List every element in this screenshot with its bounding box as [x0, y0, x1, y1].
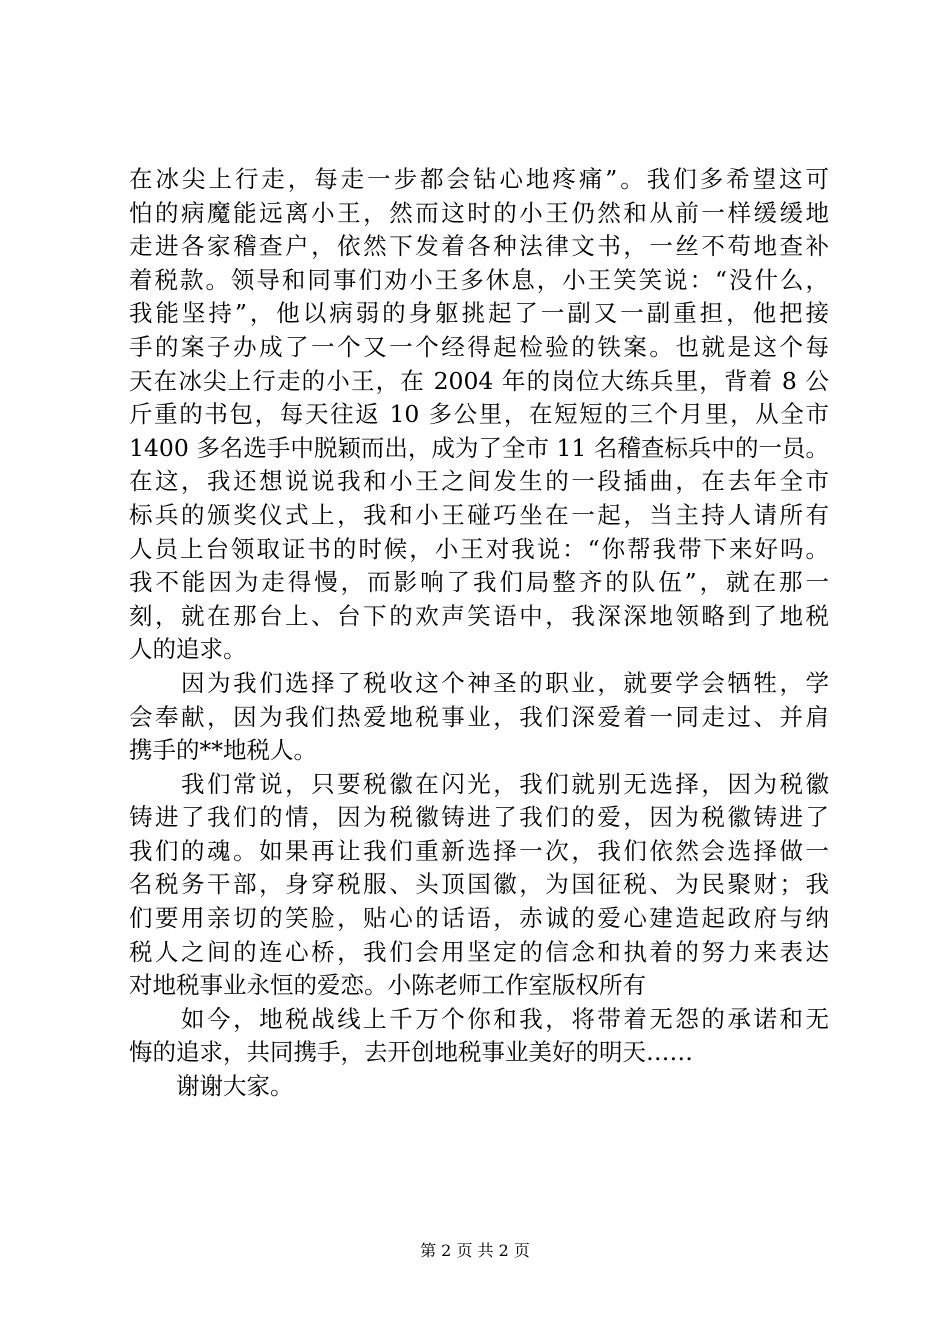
text-line: 们要用亲切的笑脸，贴心的话语，赤诚的爱心建造起政府与纳 — [129, 904, 829, 933]
text-line: 斤重的书包，每天往返 10 多公里，在短短的三个月里，从全市 — [129, 400, 829, 429]
text-line: 人的追求。 — [129, 635, 247, 664]
text-line: 在冰尖上行走，每走一步都会钻心地疼痛”。我们多希望这可 — [129, 165, 829, 193]
text-line: 手的案子办成了一个又一个经得起检验的铁案。也就是这个每 — [129, 332, 829, 361]
text-line: 着税款。领导和同事们劝小王多休息，小王笑笑说：“没什么， — [129, 265, 829, 294]
text-line: 税人之间的连心桥，我们会用坚定的信念和执着的努力来表达 — [129, 937, 829, 966]
text-line: 在这，我还想说说我和小王之间发生的一段插曲，在去年全市 — [129, 467, 829, 496]
text-line: 刻，就在那台上、台下的欢声笑语中，我深深地领略到了地税 — [129, 601, 829, 630]
text-line: 悔的追求，共同携手，去开创地税事业美好的明天…… — [129, 1038, 693, 1067]
text-line: 对地税事业永恒的爱恋。小陈老师工作室版权所有 — [129, 971, 646, 1000]
text-line: 携手的**地税人。 — [129, 736, 317, 765]
page-footer: 第 2 页 共 2 页 — [420, 1241, 530, 1260]
text-line: 如今，地税战线上千万个你和我，将带着无怨的承诺和无 — [129, 1004, 829, 1033]
text-line: 因为我们选择了税收这个神圣的职业，就要学会牺牲，学 — [129, 668, 829, 697]
text-line: 我们常说，只要税徽在闪光，我们就别无选择，因为税徽 — [129, 769, 829, 798]
text-line: 怕的病魔能远离小王，然而这时的小王仍然和从前一样缓缓地 — [129, 198, 829, 227]
text-line: 我们的魂。如果再让我们重新选择一次，我们依然会选择做一 — [129, 836, 829, 865]
text-line: 天在冰尖上行走的小王，在 2004 年的岗位大练兵里，背着 8 公 — [129, 366, 829, 395]
text-line: 1400 多名选手中脱颖而出，成为了全市 11 名稽查标兵中的一员。 — [129, 433, 829, 462]
text-line: 名税务干部，身穿税服、头顶国徽，为国征税、为民聚财；我 — [129, 870, 829, 899]
text-line: 谢谢大家。 — [129, 1072, 294, 1101]
text-line: 我不能因为走得慢，而影响了我们局整齐的队伍”，就在那一 — [129, 568, 829, 597]
text-line: 铸进了我们的情，因为税徽铸进了我们的爱，因为税徽铸进了 — [129, 803, 829, 832]
text-line: 标兵的颁奖仪式上，我和小王碰巧坐在一起，当主持人请所有 — [129, 500, 829, 529]
text-line: 走进各家稽查户，依然下发着各种法律文书，一丝不苟地查补 — [129, 232, 829, 261]
text-line: 会奉献，因为我们热爱地税事业，我们深爱着一同走过、并肩 — [129, 702, 829, 731]
body-text — [129, 163, 829, 1104]
text-line: 人员上台领取证书的时候，小王对我说：“你帮我带下来好吗。 — [129, 534, 829, 563]
text-line: 我能坚持”，他以病弱的身躯挑起了一副又一副重担，他把接 — [129, 299, 829, 328]
